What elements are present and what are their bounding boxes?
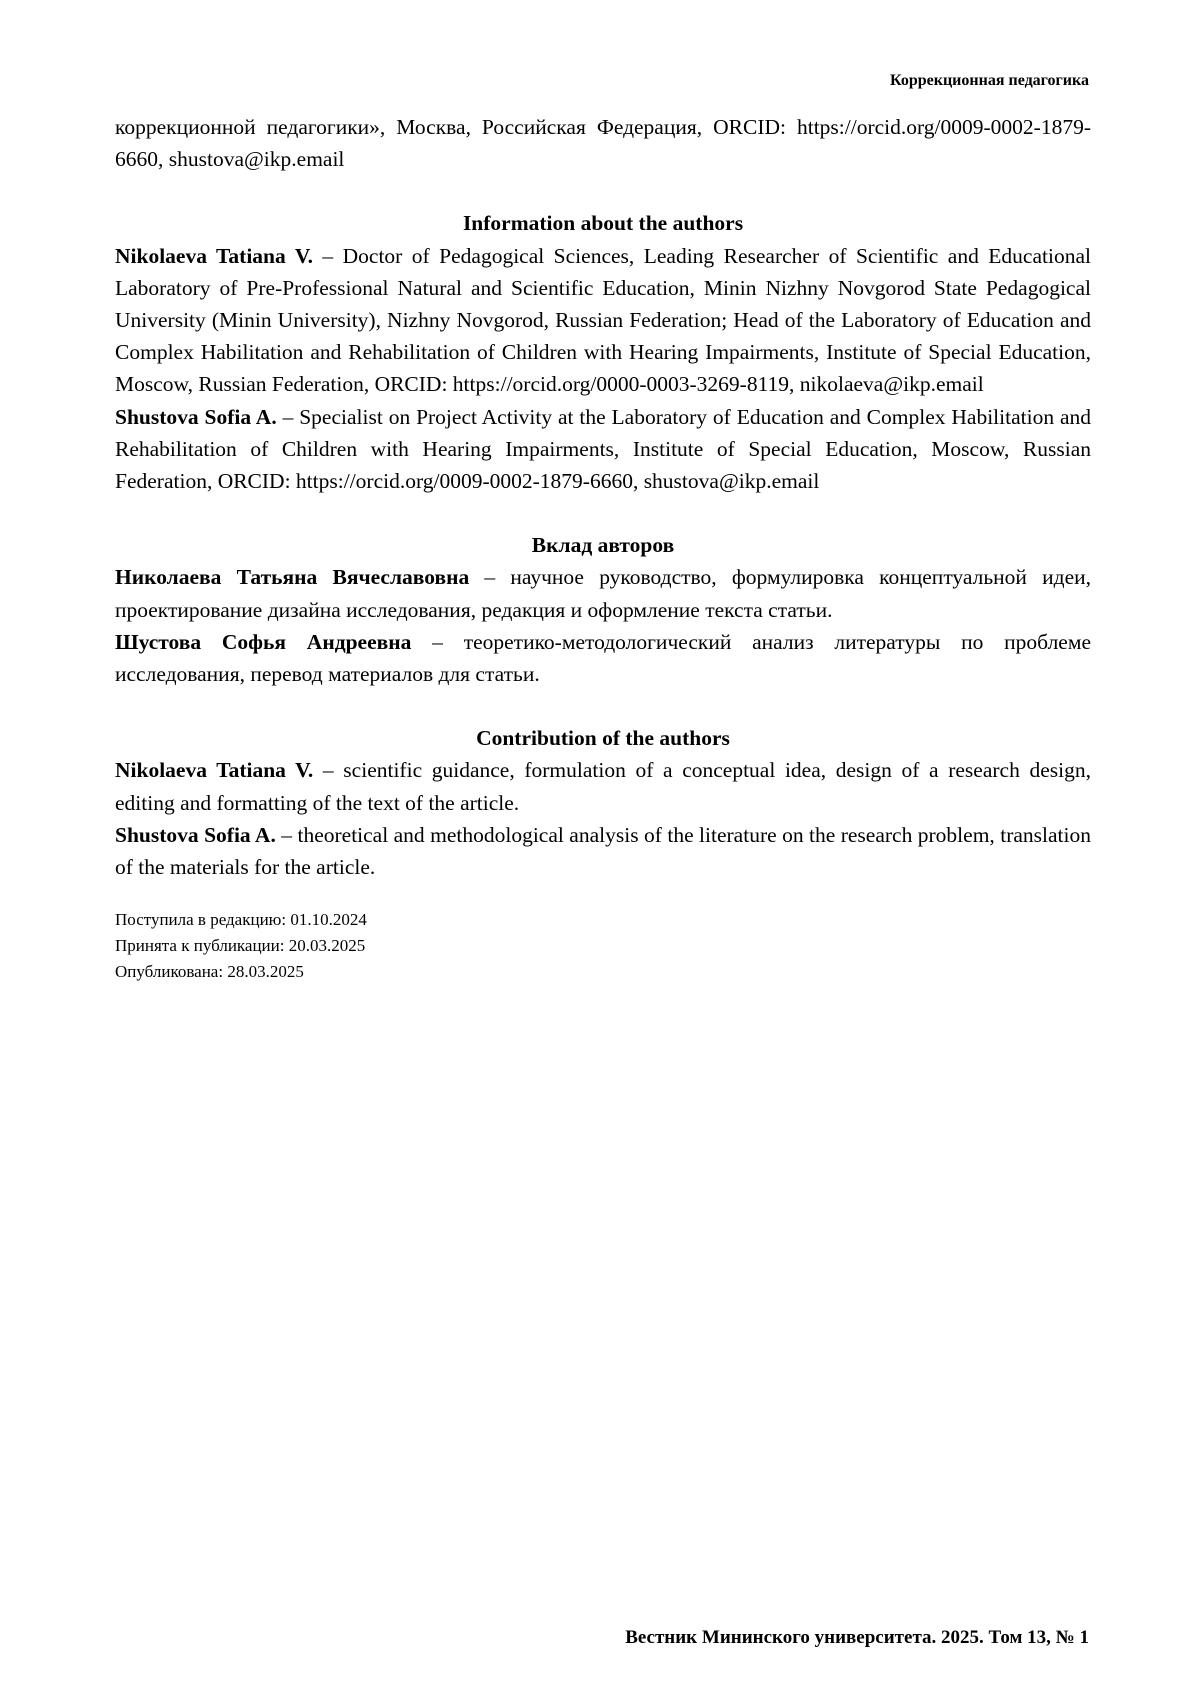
author-name: Shustova Sofia A. <box>115 822 276 847</box>
contribution-description: – научное руководство, формулировка концептуальной идеи, проектирование дизайна исследования, редакция и оформление текста статьи. <box>115 565 1092 622</box>
author-name: Nikolaeva Tatiana V. <box>115 758 314 783</box>
accepted-date: Принята к публикации: 20.03.2025 <box>115 936 366 956</box>
author-entry <box>115 401 1091 498</box>
page-content <box>115 111 1091 985</box>
contribution-description: – theoretical and methodological analysis of the literature on the research problem, translation of the materials for the article. <box>115 822 1091 880</box>
author-description: – Doctor of Pedagogical Sciences, Leading Researcher of Scientific and Educational Laboratory of Pre-Professional Natural and Scientific Education, Minin Nizhny Novgorod State Pedagogical University (Minin University), Nizhny Novgorod, Russian Federation; Head of the Laboratory of Education and Complex Habilitation and Rehabilitation of Children with Hearing Impairments, Institute of Special Education, Moscow, Russian Federation, ORCID: https://orcid.org/0000-0003-3269-8119, nikolaeva@ikp.email <box>115 243 1091 397</box>
contribution-entry <box>115 626 1091 690</box>
info-authors-heading: Information about the authors <box>462 211 744 236</box>
publication-dates <box>115 907 1091 985</box>
published-date: Опубликована: 28.03.2025 <box>115 962 304 982</box>
author-name: Shustova Sofia A. <box>115 404 277 429</box>
contribution-ru-heading: Вклад авторов <box>531 533 675 558</box>
author-name: Шустова Софья Андреевна <box>115 629 412 654</box>
author-name: Николаева Татьяна Вячеславовна <box>115 565 470 590</box>
contribution-description: – теоретико-методологический анализ литературы по проблеме исследования, перевод материалов для статьи. <box>115 629 1091 687</box>
contribution-description: – scientific guidance, formulation of a conceptual idea, design of a research design, editing and formatting of the text of the article. <box>115 758 1091 815</box>
continued-paragraph: коррекционной педагогики», Москва, Российская Федерация, ORCID: https://orcid.org/0009-0002-1879-6660, shustova@ikp.email <box>115 115 1091 172</box>
running-footer: Вестник Мининского университета. 2025. Том 13, № 1 <box>625 1627 1089 1648</box>
author-name: Nikolaeva Tatiana V. <box>115 243 313 268</box>
contribution-entry <box>115 561 1091 625</box>
contribution-entry <box>115 819 1091 883</box>
author-description: – Specialist on Project Activity at the Laboratory of Education and Complex Habilitation and Rehabilitation of Children with Hearing Impairments, Institute of Special Education, Moscow, Russian Federation, ORCID: https://orcid.org/0009-0002-1879-6660, shustova@ikp.email <box>115 404 1091 494</box>
received-date: Поступила в редакцию: 01.10.2024 <box>115 910 367 930</box>
contribution-entry <box>115 754 1091 818</box>
running-header: Коррекционная педагогика <box>890 72 1089 89</box>
author-entry <box>115 240 1091 401</box>
contribution-en-heading: Contribution of the authors <box>476 726 730 751</box>
